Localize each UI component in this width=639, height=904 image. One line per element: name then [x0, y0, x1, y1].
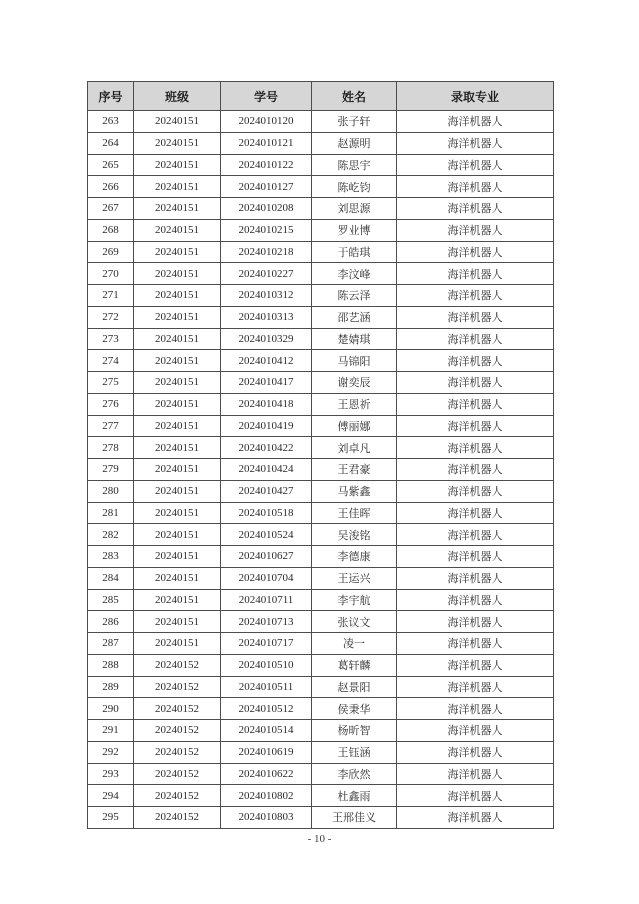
- table-row: [88, 524, 554, 546]
- table-cell: 陈屹钧: [312, 176, 397, 198]
- table-cell: 吴浚铭: [312, 524, 397, 546]
- table-cell: 268: [88, 219, 134, 241]
- table-cell: 赵景阳: [312, 676, 397, 698]
- table-cell: 2024010127: [221, 176, 312, 198]
- table-cell: 20240152: [134, 741, 221, 763]
- table-cell: 2024010622: [221, 763, 312, 785]
- table-cell: 20240151: [134, 111, 221, 133]
- table-cell: 20240152: [134, 720, 221, 742]
- table-row: [88, 480, 554, 502]
- table-row: [88, 219, 554, 241]
- table-cell: 于皓琪: [312, 241, 397, 263]
- table-row: [88, 763, 554, 785]
- table-cell: 海洋机器人: [397, 198, 554, 220]
- table-cell: 2024010713: [221, 611, 312, 633]
- table-cell: 293: [88, 763, 134, 785]
- table-cell: 海洋机器人: [397, 393, 554, 415]
- table-cell: 270: [88, 263, 134, 285]
- table-cell: 李宇航: [312, 589, 397, 611]
- column-header-2: 学号: [221, 82, 312, 111]
- table-cell: 王佳晖: [312, 502, 397, 524]
- table-cell: 282: [88, 524, 134, 546]
- table-cell: 20240151: [134, 546, 221, 568]
- table-cell: 海洋机器人: [397, 459, 554, 481]
- table-cell: 285: [88, 589, 134, 611]
- table-row: [88, 328, 554, 350]
- table-cell: 2024010120: [221, 111, 312, 133]
- table-row: [88, 263, 554, 285]
- table-cell: 2024010803: [221, 807, 312, 829]
- table-cell: 20240151: [134, 132, 221, 154]
- table-cell: 272: [88, 306, 134, 328]
- table-cell: 2024010312: [221, 285, 312, 307]
- table-cell: 20240151: [134, 502, 221, 524]
- table-row: [88, 807, 554, 829]
- table-cell: 海洋机器人: [397, 546, 554, 568]
- table-cell: 海洋机器人: [397, 372, 554, 394]
- table-row: [88, 372, 554, 394]
- table-cell: 273: [88, 328, 134, 350]
- admission-roster-table: [87, 81, 554, 829]
- table-cell: 海洋机器人: [397, 785, 554, 807]
- table-cell: 张议文: [312, 611, 397, 633]
- table-cell: 海洋机器人: [397, 720, 554, 742]
- table-cell: 海洋机器人: [397, 176, 554, 198]
- table-cell: 20240152: [134, 763, 221, 785]
- table-cell: 刘卓凡: [312, 437, 397, 459]
- table-row: [88, 741, 554, 763]
- table-cell: 2024010514: [221, 720, 312, 742]
- table-cell: 李欣然: [312, 763, 397, 785]
- table-cell: 2024010619: [221, 741, 312, 763]
- table-cell: 286: [88, 611, 134, 633]
- table-row: [88, 589, 554, 611]
- table-cell: 2024010704: [221, 567, 312, 589]
- table-cell: 海洋机器人: [397, 306, 554, 328]
- table-cell: 278: [88, 437, 134, 459]
- page-number: - 10 -: [307, 833, 332, 845]
- table-cell: 海洋机器人: [397, 763, 554, 785]
- table-cell: 海洋机器人: [397, 328, 554, 350]
- table-cell: 265: [88, 154, 134, 176]
- table-cell: 283: [88, 546, 134, 568]
- table-cell: 马锦阳: [312, 350, 397, 372]
- table-cell: 海洋机器人: [397, 263, 554, 285]
- table-cell: 20240152: [134, 676, 221, 698]
- table-cell: 杜鑫雨: [312, 785, 397, 807]
- table-cell: 2024010122: [221, 154, 312, 176]
- table-cell: 2024010313: [221, 306, 312, 328]
- table-cell: 284: [88, 567, 134, 589]
- table-row: [88, 176, 554, 198]
- table-cell: 20240151: [134, 306, 221, 328]
- table-cell: 20240152: [134, 698, 221, 720]
- table-cell: 269: [88, 241, 134, 263]
- table-cell: 海洋机器人: [397, 415, 554, 437]
- table-cell: 20240152: [134, 654, 221, 676]
- table-cell: 274: [88, 350, 134, 372]
- table-cell: 王邢佳义: [312, 807, 397, 829]
- table-cell: 2024010512: [221, 698, 312, 720]
- table-cell: 王钰涵: [312, 741, 397, 763]
- table-row: [88, 437, 554, 459]
- table-cell: 傅丽娜: [312, 415, 397, 437]
- table-cell: 20240151: [134, 198, 221, 220]
- table-cell: 20240151: [134, 372, 221, 394]
- table-cell: 2024010518: [221, 502, 312, 524]
- table-cell: 邵艺涵: [312, 306, 397, 328]
- table-row: [88, 241, 554, 263]
- table-cell: 海洋机器人: [397, 111, 554, 133]
- table-cell: 2024010422: [221, 437, 312, 459]
- table-cell: 288: [88, 654, 134, 676]
- table-cell: 楚婧琪: [312, 328, 397, 350]
- table-cell: 谢奕辰: [312, 372, 397, 394]
- table-cell: 海洋机器人: [397, 611, 554, 633]
- table-cell: 2024010711: [221, 589, 312, 611]
- table-cell: 王运兴: [312, 567, 397, 589]
- table-cell: 292: [88, 741, 134, 763]
- table-cell: 20240151: [134, 524, 221, 546]
- table-cell: 271: [88, 285, 134, 307]
- table-cell: 20240151: [134, 219, 221, 241]
- table-cell: 凌一: [312, 633, 397, 655]
- table-cell: 20240151: [134, 459, 221, 481]
- table-cell: 264: [88, 132, 134, 154]
- table-cell: 2024010121: [221, 132, 312, 154]
- table-cell: 289: [88, 676, 134, 698]
- table-cell: 海洋机器人: [397, 698, 554, 720]
- table-row: [88, 720, 554, 742]
- table-cell: 海洋机器人: [397, 502, 554, 524]
- table-cell: 294: [88, 785, 134, 807]
- table-cell: 2024010412: [221, 350, 312, 372]
- table-cell: 2024010717: [221, 633, 312, 655]
- table-row: [88, 785, 554, 807]
- table-row: [88, 132, 554, 154]
- table-body: [88, 111, 554, 829]
- table-cell: 277: [88, 415, 134, 437]
- table-row: [88, 567, 554, 589]
- table-cell: 2024010510: [221, 654, 312, 676]
- table-cell: 2024010627: [221, 546, 312, 568]
- table-cell: 李德康: [312, 546, 397, 568]
- column-header-1: 班级: [134, 82, 221, 111]
- table-cell: 20240151: [134, 241, 221, 263]
- table-cell: 2024010218: [221, 241, 312, 263]
- table-cell: 20240151: [134, 285, 221, 307]
- table-cell: 20240151: [134, 567, 221, 589]
- table-cell: 侯秉华: [312, 698, 397, 720]
- table-cell: 葛轩麟: [312, 654, 397, 676]
- table-cell: 20240151: [134, 437, 221, 459]
- table-cell: 海洋机器人: [397, 350, 554, 372]
- table-cell: 海洋机器人: [397, 154, 554, 176]
- table-row: [88, 111, 554, 133]
- table-row: [88, 654, 554, 676]
- table-cell: 263: [88, 111, 134, 133]
- table-cell: 20240151: [134, 633, 221, 655]
- table-head: [88, 82, 554, 111]
- table-cell: 2024010424: [221, 459, 312, 481]
- table-cell: 海洋机器人: [397, 219, 554, 241]
- table-cell: 2024010329: [221, 328, 312, 350]
- table-cell: 海洋机器人: [397, 524, 554, 546]
- table-cell: 2024010524: [221, 524, 312, 546]
- table-cell: 海洋机器人: [397, 741, 554, 763]
- table-cell: 海洋机器人: [397, 285, 554, 307]
- table-cell: 海洋机器人: [397, 633, 554, 655]
- table-cell: 海洋机器人: [397, 589, 554, 611]
- table-cell: 20240151: [134, 154, 221, 176]
- table-cell: 276: [88, 393, 134, 415]
- table-cell: 海洋机器人: [397, 807, 554, 829]
- table-row: [88, 546, 554, 568]
- table-row: [88, 502, 554, 524]
- table-cell: 281: [88, 502, 134, 524]
- table-cell: 陈云泽: [312, 285, 397, 307]
- table-cell: 20240151: [134, 350, 221, 372]
- table-cell: 陈思宇: [312, 154, 397, 176]
- table-cell: 海洋机器人: [397, 567, 554, 589]
- table-cell: 280: [88, 480, 134, 502]
- table-cell: 2024010417: [221, 372, 312, 394]
- table-cell: 287: [88, 633, 134, 655]
- table-header-row: [88, 82, 554, 111]
- table-row: [88, 698, 554, 720]
- column-header-4: 录取专业: [397, 82, 554, 111]
- table-cell: 20240151: [134, 263, 221, 285]
- table-cell: 2024010215: [221, 219, 312, 241]
- table-cell: 海洋机器人: [397, 654, 554, 676]
- table-cell: 海洋机器人: [397, 480, 554, 502]
- table-cell: 李汶峰: [312, 263, 397, 285]
- table-cell: 20240151: [134, 328, 221, 350]
- column-header-0: 序号: [88, 82, 134, 111]
- table-cell: 295: [88, 807, 134, 829]
- table-cell: 张子轩: [312, 111, 397, 133]
- table-cell: 马紫鑫: [312, 480, 397, 502]
- table-row: [88, 611, 554, 633]
- table-row: [88, 350, 554, 372]
- table-cell: 20240152: [134, 807, 221, 829]
- table-cell: 2024010227: [221, 263, 312, 285]
- table-cell: 20240151: [134, 176, 221, 198]
- table-cell: 杨昕智: [312, 720, 397, 742]
- table-cell: 2024010418: [221, 393, 312, 415]
- table-cell: 罗业博: [312, 219, 397, 241]
- table-cell: 267: [88, 198, 134, 220]
- table-cell: 2024010208: [221, 198, 312, 220]
- table-cell: 266: [88, 176, 134, 198]
- table-row: [88, 198, 554, 220]
- table-row: [88, 285, 554, 307]
- table-row: [88, 415, 554, 437]
- table-row: [88, 459, 554, 481]
- table-cell: 海洋机器人: [397, 437, 554, 459]
- table-cell: 20240151: [134, 393, 221, 415]
- table-row: [88, 393, 554, 415]
- table-cell: 2024010511: [221, 676, 312, 698]
- table-row: [88, 676, 554, 698]
- table-cell: 海洋机器人: [397, 676, 554, 698]
- table-cell: 20240151: [134, 415, 221, 437]
- table-cell: 王君豪: [312, 459, 397, 481]
- table-cell: 290: [88, 698, 134, 720]
- table-row: [88, 306, 554, 328]
- table-cell: 20240151: [134, 611, 221, 633]
- table-cell: 王恩祈: [312, 393, 397, 415]
- table-cell: 2024010419: [221, 415, 312, 437]
- table-cell: 赵源明: [312, 132, 397, 154]
- table-cell: 2024010802: [221, 785, 312, 807]
- table-cell: 20240152: [134, 785, 221, 807]
- table-cell: 275: [88, 372, 134, 394]
- column-header-3: 姓名: [312, 82, 397, 111]
- table-cell: 291: [88, 720, 134, 742]
- table-cell: 海洋机器人: [397, 241, 554, 263]
- table-cell: 279: [88, 459, 134, 481]
- table-cell: 20240151: [134, 589, 221, 611]
- table-cell: 20240151: [134, 480, 221, 502]
- table-cell: 海洋机器人: [397, 132, 554, 154]
- table-row: [88, 154, 554, 176]
- table-cell: 2024010427: [221, 480, 312, 502]
- table-cell: 刘思源: [312, 198, 397, 220]
- table-row: [88, 633, 554, 655]
